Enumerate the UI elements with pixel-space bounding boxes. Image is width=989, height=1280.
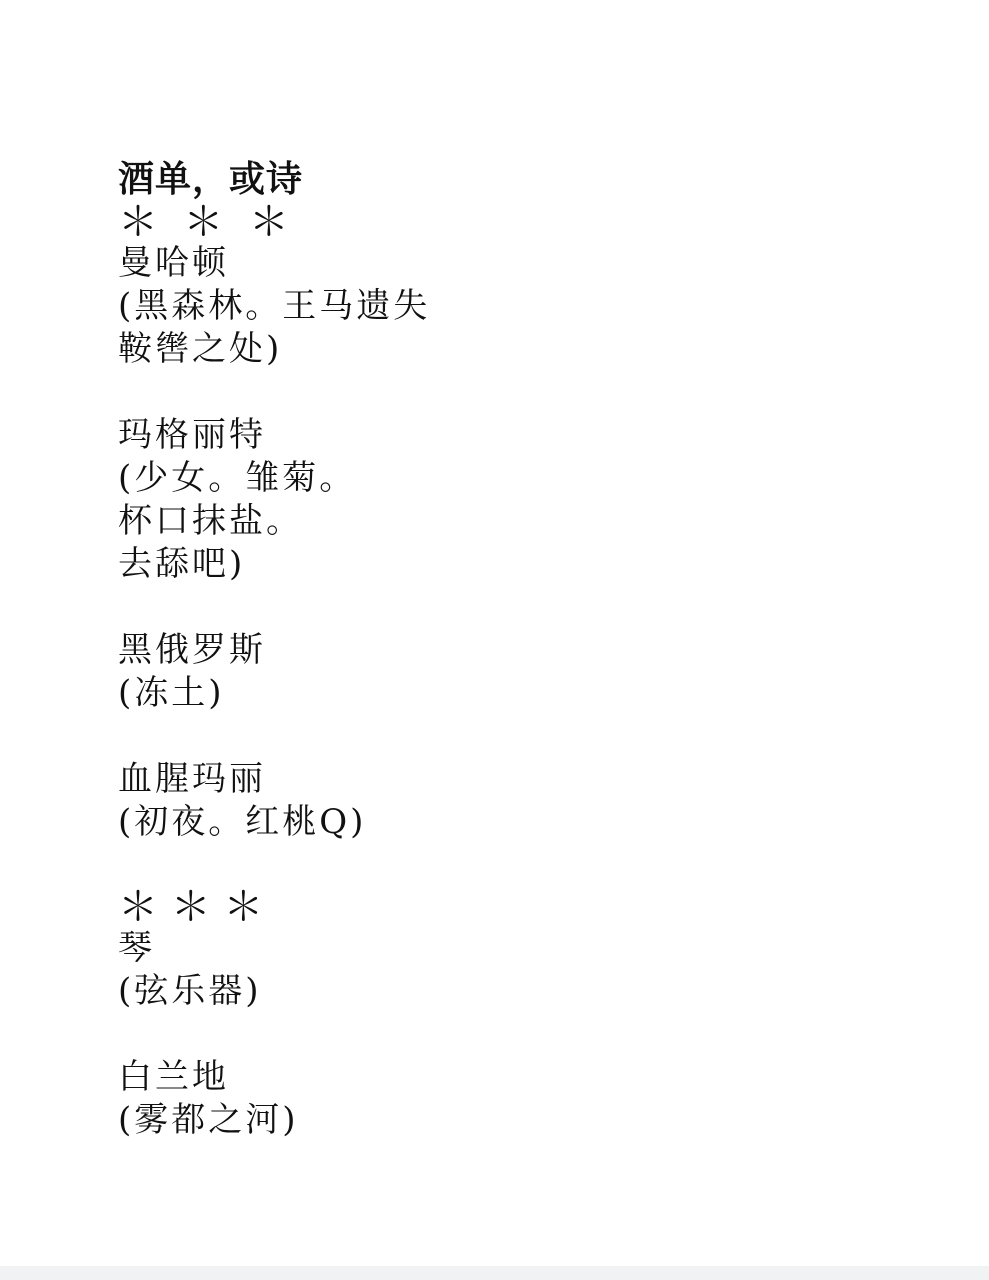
divider-stars: ＊ ＊ ＊ [118, 199, 289, 245]
stanza-bloody-mary [118, 758, 918, 844]
poem-line: 琴 [118, 928, 155, 968]
poem-line: 白兰地 [118, 1057, 229, 1097]
stanza-manhattan [118, 242, 918, 371]
poem-line: (初夜。红桃Q) [118, 802, 367, 842]
poem-line: (冻土) [118, 673, 225, 713]
poem-line: 玛格丽特 [118, 415, 266, 455]
stanza-black-russian [118, 629, 918, 715]
stanza-gap [118, 586, 918, 629]
poem-line: (弦乐器) [118, 971, 262, 1011]
poem-line: (黑森林。王马遗失 [118, 286, 431, 326]
poem-line: 鞍辔之处) [118, 329, 283, 369]
divider-stars: ＊ ＊ ＊ [118, 884, 264, 930]
stanza-gap [118, 1013, 918, 1056]
stanza-gin [118, 927, 918, 1013]
poem-title: 酒单，或诗 [118, 158, 304, 200]
poem-line: 曼哈顿 [118, 243, 229, 283]
poem-line: 杯口抹盐。 [118, 501, 303, 541]
poem-line: (雾都之河) [118, 1100, 299, 1140]
bottom-edge [0, 1266, 989, 1280]
poem-line: (少女。雏菊。 [118, 458, 357, 498]
stanza-margarita [118, 414, 918, 586]
poem-body [118, 156, 918, 1142]
poem-line: 黑俄罗斯 [118, 630, 266, 670]
poem-line: 血腥玛丽 [118, 759, 266, 799]
poem-line: 去舔吧) [118, 544, 246, 584]
stanza-gap [118, 715, 918, 758]
stanza-gap [118, 371, 918, 414]
stanza-gap [118, 844, 918, 887]
stanza-brandy [118, 1056, 918, 1142]
